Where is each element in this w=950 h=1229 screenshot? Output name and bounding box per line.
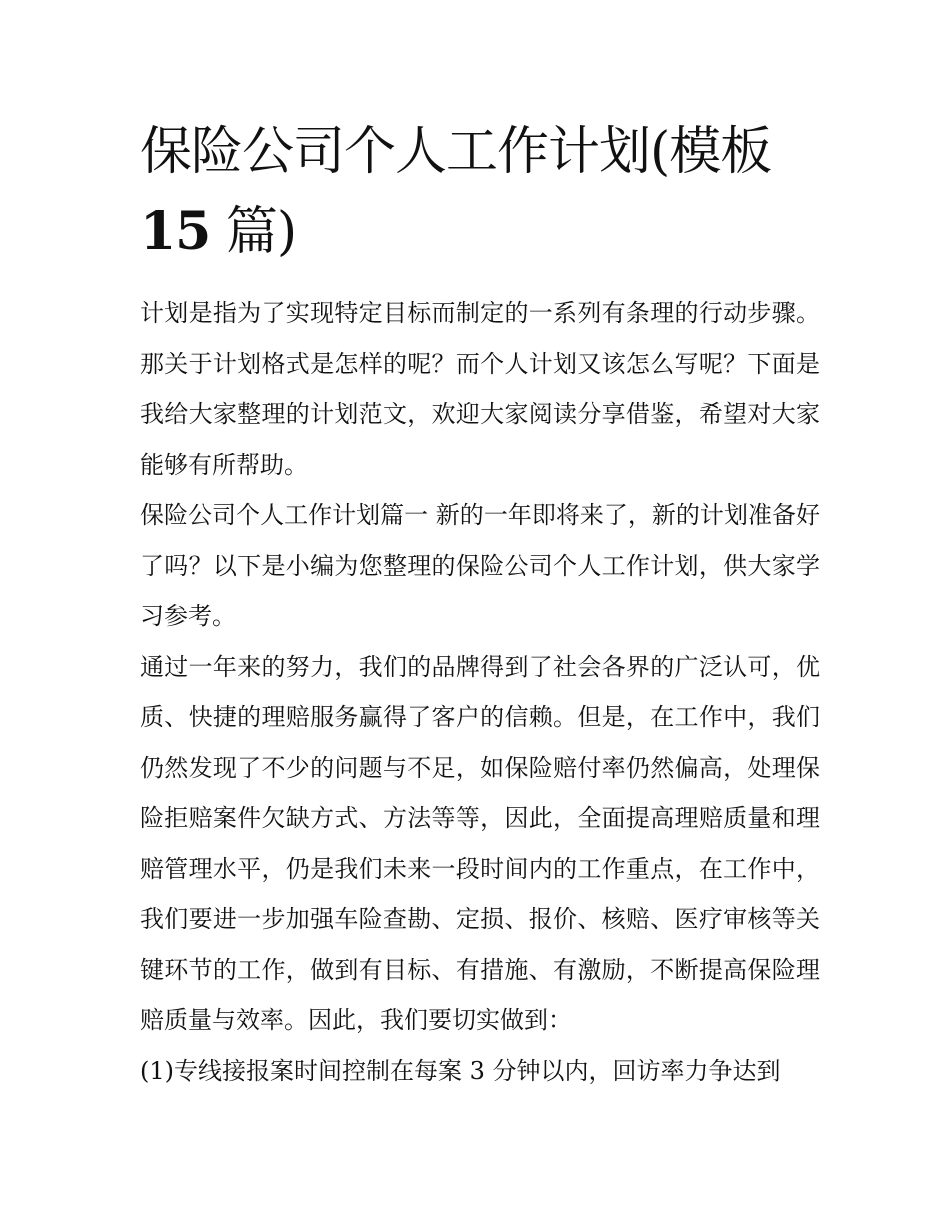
- title-line-2-number: 15: [140, 201, 211, 262]
- paragraph-section-one: 保险公司个人工作计划篇一 新的一年即将来了，新的计划准备好了吗？以下是小编为您整理的保险公司个人工作计划，供大家学习参考。: [140, 501, 820, 630]
- paragraph-intro: 计划是指为了实现特定目标而制定的一系列有条理的行动步骤。那关于计划格式是怎样的呢？而个人计划又该怎么写呢？下面是我给大家整理的计划范文，欢迎大家阅读分享借鉴，希望对大家能够有所帮助。: [140, 299, 820, 479]
- paragraph-body: 通过一年来的努力，我们的品牌得到了社会各界的广泛认可，优质、快捷的理赔服务赢得了客户的信赖。但是，在工作中，我们仍然发现了不少的问题与不足，如保险赔付率仍然偏高，处理保险拒赔案件欠缺方式、方法等等，因此，全面提高理赔质量和理赔管理水平，仍是我们未来一段时间内的工作重点，在工作中，我们要进一步加强车险查勘、定损、报价、核赔、医疗审核等关键环节的工作，做到有目标、有措施、有激励，不断提高保险理赔质量与效率。因此，我们要切实做到：: [140, 652, 820, 1034]
- document-title: [140, 112, 820, 272]
- document-content: [140, 112, 820, 1096]
- paragraph-list-item-1: (1)专线接报案时间控制在每案 3 分钟以内，回访率力争达到: [140, 1056, 781, 1085]
- title-line-2-rest: 篇): [210, 202, 297, 262]
- title-line-1: 保险公司个人工作计划(模板: [140, 122, 772, 182]
